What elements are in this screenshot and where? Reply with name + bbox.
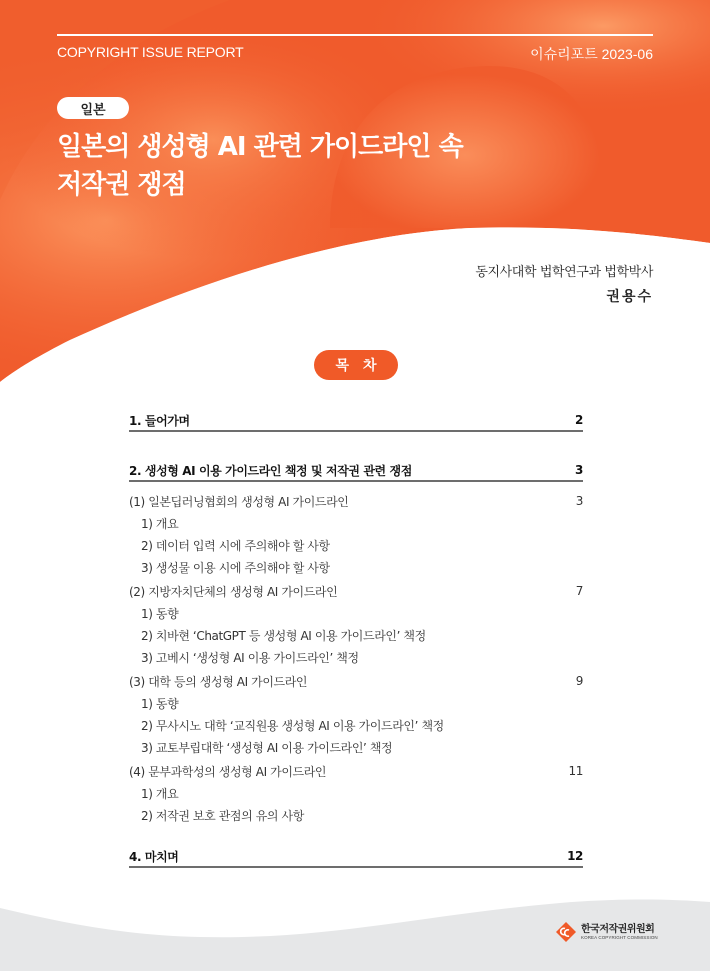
org-logo <box>556 922 658 942</box>
toc-heading: 목차 <box>314 350 398 380</box>
toc-item[interactable]: 2) 치바현 ‘ChatGPT 등 생성형 AI 이용 가이드라인’ 책정 <box>141 628 426 643</box>
toc-section-label: 1. 들어가며 <box>129 413 190 428</box>
issue-number: 이슈리포트 2023-06 <box>530 46 653 62</box>
table-of-contents <box>129 410 583 868</box>
toc-item[interactable]: 1) 동향 <box>141 696 179 711</box>
toc-page-number: 11 <box>568 764 583 778</box>
toc-page-number: 3 <box>575 463 583 477</box>
report-title <box>57 128 463 204</box>
toc-section[interactable] <box>129 460 583 482</box>
toc-item[interactable]: 3) 생성물 이용 시에 주의해야 할 사항 <box>141 560 330 575</box>
title-line-2: 저작권 쟁점 <box>57 170 186 200</box>
toc-subsection-label: (1) 일본딥러닝협회의 생성형 AI 가이드라인 <box>129 494 349 509</box>
toc-subsection[interactable] <box>129 670 583 692</box>
toc-item[interactable]: 1) 동향 <box>141 606 179 621</box>
toc-section[interactable] <box>129 846 583 868</box>
author-affiliation: 동지사대학 법학연구과 법학박사 <box>475 265 653 280</box>
toc-item[interactable]: 1) 개요 <box>141 516 179 531</box>
country-tag: 일본 <box>57 97 129 119</box>
toc-section-label: 4. 마치며 <box>129 849 179 864</box>
toc-subsection[interactable] <box>129 760 583 782</box>
toc-page-number: 7 <box>575 584 583 598</box>
toc-item[interactable]: 3) 고베시 ‘생성형 AI 이용 가이드라인’ 책정 <box>141 650 359 665</box>
toc-page-number: 3 <box>575 494 583 508</box>
org-name-english: KOREA COPYRIGHT COMMISSION <box>581 934 658 940</box>
author-name: 권용수 <box>606 289 653 305</box>
toc-subsection-label: (2) 지방자치단체의 생성형 AI 가이드라인 <box>129 584 338 599</box>
toc-page-number: 9 <box>575 674 583 688</box>
toc-item[interactable]: 3) 교토부립대학 ‘생성형 AI 이용 가이드라인’ 책정 <box>141 740 393 755</box>
toc-item[interactable]: 2) 데이터 입력 시에 주의해야 할 사항 <box>141 538 330 553</box>
toc-section[interactable] <box>129 410 583 432</box>
org-name-korean: 한국저작권위원회 <box>581 923 655 935</box>
toc-subsection[interactable] <box>129 580 583 602</box>
toc-subsection-label: (3) 대학 등의 생성형 AI 가이드라인 <box>129 674 308 689</box>
series-label: COPYRIGHT ISSUE REPORT <box>57 44 244 60</box>
header-rule <box>57 34 653 36</box>
toc-page-number: 12 <box>567 849 583 863</box>
title-line-1: 일본의 생성형 AI 관련 가이드라인 속 <box>57 132 463 162</box>
toc-subsection-label: (4) 문부과학성의 생성형 AI 가이드라인 <box>129 764 327 779</box>
toc-subsection[interactable] <box>129 490 583 512</box>
toc-item[interactable]: 1) 개요 <box>141 786 179 801</box>
toc-section-label: 2. 생성형 AI 이용 가이드라인 책정 및 저작권 관련 쟁점 <box>129 463 412 478</box>
toc-item[interactable]: 2) 무사시노 대학 ‘교직원용 생성형 AI 이용 가이드라인’ 책정 <box>141 718 444 733</box>
copyright-commission-logo-icon <box>556 922 576 942</box>
toc-page-number: 2 <box>575 413 583 427</box>
toc-item[interactable]: 2) 저작권 보호 관점의 유의 사항 <box>141 808 304 823</box>
